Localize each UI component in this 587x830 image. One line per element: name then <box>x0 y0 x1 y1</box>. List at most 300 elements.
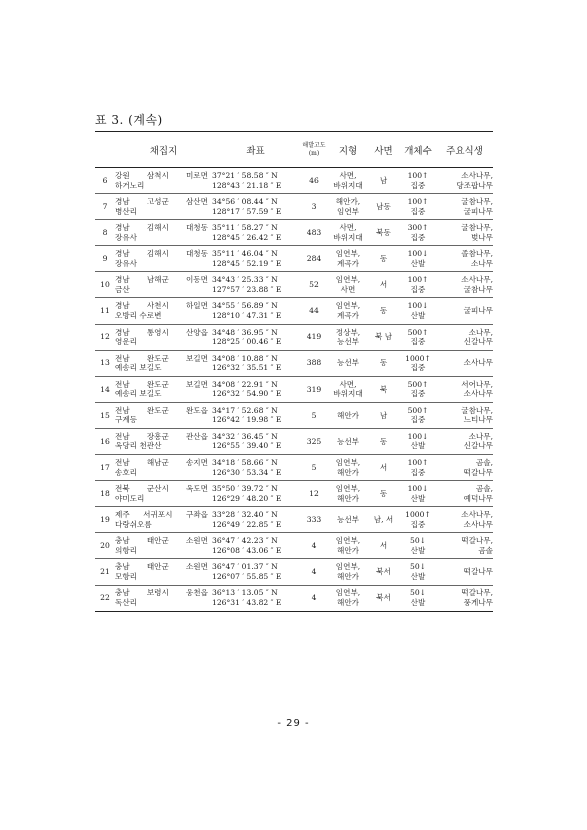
vegetation-line-2: 굴피나무 <box>463 306 493 316</box>
coordinate-cell <box>212 428 299 454</box>
individuals-cell <box>400 350 436 376</box>
table-row <box>95 298 493 324</box>
site-region-line <box>115 301 212 311</box>
coordinate-cell <box>212 402 299 428</box>
table-row <box>95 324 493 350</box>
terrain-line-2: 해안가 <box>336 493 359 503</box>
terrain-line-2: 바위지대 <box>333 389 363 399</box>
site-region-part: 삼척시 <box>146 170 169 180</box>
site-region-part: 전남 <box>115 457 130 467</box>
aspect-cell: 동 <box>367 481 400 507</box>
site-region-part: 대청동 <box>185 223 208 233</box>
terrain-line-2: 해안가 <box>336 545 359 555</box>
aspect-cell: 서 <box>367 272 400 298</box>
latitude: 34°18 ′ 58.66 ″ N <box>212 457 278 467</box>
terrain-line-1: 임연부, <box>335 457 361 467</box>
site-locality: 송호리 <box>115 467 138 477</box>
site-region-part: 경남 <box>115 327 130 337</box>
header-terrain: 지형 <box>329 132 367 168</box>
longitude: 128°45 ′ 52.19 ″ E <box>212 258 282 268</box>
site-region-part: 전남 <box>115 353 130 363</box>
aspect-cell: 북 남 <box>367 324 400 350</box>
site-region-part: 완도읍 <box>185 405 208 415</box>
individuals-cell <box>400 376 436 402</box>
terrain-line-2: 바위지대 <box>333 232 363 242</box>
vegetation-cell <box>436 246 493 272</box>
site-region-line <box>115 406 212 416</box>
altitude-cell: 284 <box>299 246 329 272</box>
site-region-part: 보길면 <box>185 379 208 389</box>
individual-count: 50↓ <box>409 562 427 572</box>
row-number: 15 <box>95 402 115 428</box>
individuals-cell <box>400 246 436 272</box>
longitude: 128°45 ′ 26.42 ″ E <box>212 232 282 242</box>
site-region-part: 경남 <box>115 249 130 259</box>
terrain-line-2: 사면 <box>340 284 356 294</box>
distribution-type: 집중 <box>410 415 426 425</box>
vegetation-line-2: 소사나무 <box>463 358 493 368</box>
site-region-line <box>115 328 212 338</box>
site-region-part: 경남 <box>115 223 130 233</box>
vegetation-cell <box>436 350 493 376</box>
site-cell <box>115 272 212 298</box>
row-number: 20 <box>95 533 115 559</box>
individual-count: 500↑ <box>407 405 429 415</box>
site-region-part: 전남 <box>115 405 130 415</box>
site-locality: 예송리 보길도 <box>115 389 162 399</box>
vegetation-cell <box>436 324 493 350</box>
distribution-type: 산발 <box>410 311 426 321</box>
distribution-type: 산발 <box>410 258 426 268</box>
table-row <box>95 194 493 220</box>
site-region-line <box>115 223 212 233</box>
terrain-cell <box>329 585 367 611</box>
distribution-type: 집중 <box>410 389 426 399</box>
terrain-cell <box>329 298 367 324</box>
latitude: 35°11 ′ 58.27 ″ N <box>212 223 278 233</box>
terrain-line-1: 해안가, <box>335 197 361 207</box>
site-locality: 영운리 <box>115 337 138 347</box>
latitude: 35°11 ′ 46.04 ″ N <box>212 249 278 259</box>
terrain-line-1: 임연부, <box>335 588 361 598</box>
vegetation-cell <box>436 481 493 507</box>
aspect-cell: 북서 <box>367 585 400 611</box>
longitude: 128°43 ′ 21.18 ″ E <box>212 180 282 190</box>
coordinate-cell <box>212 507 299 533</box>
site-region-part: 하일면 <box>185 301 208 311</box>
site-cell <box>115 481 212 507</box>
site-region-part: 전남 <box>115 379 130 389</box>
longitude: 128°25 ′ 00.46 ″ E <box>212 337 282 347</box>
individuals-cell <box>400 533 436 559</box>
latitude: 34°56 ′ 08.44 ″ N <box>212 197 278 207</box>
terrain-line-2: 해안가 <box>336 598 359 608</box>
aspect-cell: 서 <box>367 455 400 481</box>
terrain-line-1: 능선부 <box>336 358 359 368</box>
row-number: 6 <box>95 168 115 194</box>
row-number: 7 <box>95 194 115 220</box>
table-row <box>95 376 493 402</box>
individual-count: 50↓ <box>409 588 427 598</box>
vegetation-cell <box>436 168 493 194</box>
vegetation-line-2: 소나무 <box>470 258 493 268</box>
vegetation-line-2: 느티나무 <box>463 415 493 425</box>
vegetation-line-2: 소사나무 <box>463 519 493 529</box>
row-number: 12 <box>95 324 115 350</box>
altitude-cell: 333 <box>299 507 329 533</box>
header-altitude-label: 해발고도 <box>302 141 326 149</box>
distribution-type: 산발 <box>410 493 426 503</box>
distribution-type: 산발 <box>410 598 426 608</box>
table-caption: 표 3. (계속) <box>95 113 163 127</box>
site-cell <box>115 533 212 559</box>
altitude-cell: 5 <box>299 402 329 428</box>
longitude: 128°17 ′ 57.59 ″ E <box>212 206 282 216</box>
vegetation-line-1: 소사나무, <box>461 170 493 180</box>
site-cell <box>115 376 212 402</box>
latitude: 36°13 ′ 13.05 ″ N <box>212 588 278 598</box>
vegetation-line-2: 신갈나무 <box>463 441 493 451</box>
longitude: 126°08 ′ 43.06 ″ E <box>212 545 282 555</box>
site-region-line <box>115 510 212 520</box>
distribution-type: 집중 <box>410 284 426 294</box>
altitude-cell: 483 <box>299 220 329 246</box>
site-region-line <box>115 458 212 468</box>
row-number: 13 <box>95 350 115 376</box>
site-cell <box>115 507 212 533</box>
site-region-line <box>115 197 212 207</box>
latitude: 34°48 ′ 36.95 ″ N <box>212 327 278 337</box>
aspect-cell: 북 <box>367 376 400 402</box>
aspect-cell: 북동 <box>367 220 400 246</box>
terrain-line-1: 능선부 <box>336 436 359 446</box>
vegetation-line-1: 곰솔, <box>475 484 493 494</box>
site-region-part: 미로면 <box>185 170 208 180</box>
table-row <box>95 533 493 559</box>
altitude-cell: 4 <box>299 559 329 585</box>
individuals-cell <box>400 455 436 481</box>
table-header-row <box>95 132 493 168</box>
site-locality: 독산리 <box>115 598 138 608</box>
individuals-cell <box>400 220 436 246</box>
latitude: 34°08 ′ 10.88 ″ N <box>212 353 278 363</box>
table-row <box>95 350 493 376</box>
site-region-part: 경남 <box>115 197 130 207</box>
coordinate-cell <box>212 585 299 611</box>
site-locality: 금산 <box>115 284 130 294</box>
coordinate-cell <box>212 220 299 246</box>
terrain-cell <box>329 402 367 428</box>
terrain-cell <box>329 428 367 454</box>
site-region-part: 김해시 <box>146 223 169 233</box>
table-row <box>95 585 493 611</box>
aspect-cell: 남, 서 <box>367 507 400 533</box>
individual-count: 50↓ <box>409 536 427 546</box>
site-region-line <box>115 484 212 494</box>
vegetation-line-1: 졸참나무, <box>461 249 493 259</box>
coordinate-cell <box>212 298 299 324</box>
individual-count: 300↑ <box>407 223 429 233</box>
individuals-cell <box>400 559 436 585</box>
site-locality: 다랑쉬오름 <box>115 519 152 529</box>
longitude: 126°30 ′ 53.34 ″ E <box>212 467 282 477</box>
vegetation-line-1: 떡갈나무, <box>461 588 493 598</box>
individuals-cell <box>400 168 436 194</box>
row-number: 8 <box>95 220 115 246</box>
coordinate-cell <box>212 194 299 220</box>
terrain-cell <box>329 507 367 533</box>
header-no <box>95 132 115 168</box>
site-region-part: 경남 <box>115 275 130 285</box>
vegetation-cell <box>436 402 493 428</box>
terrain-line-1: 정상부, <box>335 327 361 337</box>
longitude: 126°31 ′ 43.82 ″ E <box>212 598 282 608</box>
latitude: 36°47 ′ 42.23 ″ N <box>212 536 278 546</box>
longitude: 126°32 ′ 35.51 ″ E <box>212 363 282 373</box>
site-region-part: 충남 <box>115 562 130 572</box>
vegetation-cell <box>436 559 493 585</box>
table-row <box>95 455 493 481</box>
terrain-line-1: 임연부, <box>335 562 361 572</box>
vegetation-line-2: 떡갈나무 <box>463 467 493 477</box>
distribution-type: 산발 <box>410 545 426 555</box>
site-region-part: 완도군 <box>146 353 169 363</box>
row-number: 18 <box>95 481 115 507</box>
terrain-line-1: 임연부, <box>335 275 361 285</box>
header-altitude <box>299 132 329 168</box>
coordinate-cell <box>212 324 299 350</box>
altitude-cell: 325 <box>299 428 329 454</box>
site-region-line <box>115 562 212 572</box>
row-number: 21 <box>95 559 115 585</box>
terrain-line-2: 계곡가 <box>336 311 359 321</box>
site-region-part: 고성군 <box>146 197 169 207</box>
site-region-part: 충남 <box>115 536 130 546</box>
site-region-line <box>115 536 212 546</box>
site-region-part: 통영시 <box>146 327 169 337</box>
longitude: 126°32 ′ 54.90 ″ E <box>212 389 282 399</box>
altitude-cell: 5 <box>299 455 329 481</box>
terrain-line-2: 바위지대 <box>333 180 363 190</box>
terrain-line-2: 해안가 <box>336 467 359 477</box>
coordinate-cell <box>212 455 299 481</box>
latitude: 34°17 ′ 52.68 ″ N <box>212 405 278 415</box>
longitude: 126°29 ′ 48.20 ″ E <box>212 493 282 503</box>
site-cell <box>115 246 212 272</box>
latitude: 33°28 ′ 32.40 ″ N <box>212 510 278 520</box>
site-region-part: 완도군 <box>146 405 169 415</box>
latitude: 37°21 ′ 58.58 ″ N <box>212 170 278 180</box>
row-number: 22 <box>95 585 115 611</box>
site-cell <box>115 168 212 194</box>
table-row <box>95 220 493 246</box>
site-locality: 오방리 수로변 <box>115 311 162 321</box>
header-site: 채집지 <box>115 132 212 168</box>
individuals-cell <box>400 507 436 533</box>
distribution-type: 집중 <box>410 337 426 347</box>
individual-count: 100↓ <box>407 431 429 441</box>
coordinate-cell <box>212 350 299 376</box>
aspect-cell: 북서 <box>367 559 400 585</box>
longitude: 126°49 ′ 22.85 ″ E <box>212 519 282 529</box>
latitude: 34°08 ′ 22.91 ″ N <box>212 379 278 389</box>
individuals-cell <box>400 402 436 428</box>
site-region-part: 경남 <box>115 301 130 311</box>
terrain-cell <box>329 246 367 272</box>
site-region-part: 관산읍 <box>185 431 208 441</box>
site-cell <box>115 324 212 350</box>
individual-count: 100↑ <box>407 457 429 467</box>
latitude: 36°47 ′ 01.37 ″ N <box>212 562 278 572</box>
terrain-cell <box>329 324 367 350</box>
site-region-line <box>115 275 212 285</box>
individual-count: 100↓ <box>407 249 429 259</box>
row-number: 14 <box>95 376 115 402</box>
site-region-part: 충남 <box>115 588 130 598</box>
altitude-cell: 388 <box>299 350 329 376</box>
site-cell <box>115 220 212 246</box>
longitude: 128°10 ′ 47.31 ″ E <box>212 311 282 321</box>
vegetation-line-1: 굴참나무, <box>461 405 493 415</box>
latitude: 34°55 ′ 56.89 ″ N <box>212 301 278 311</box>
individual-count: 500↑ <box>407 379 429 389</box>
longitude: 126°55 ′ 39.40 ″ E <box>212 441 282 451</box>
site-region-line <box>115 171 212 181</box>
vegetation-cell <box>436 376 493 402</box>
individuals-cell <box>400 324 436 350</box>
distribution-type: 산발 <box>410 571 426 581</box>
row-number: 17 <box>95 455 115 481</box>
altitude-cell: 4 <box>299 585 329 611</box>
table-row <box>95 168 493 194</box>
individuals-cell <box>400 481 436 507</box>
altitude-cell: 419 <box>299 324 329 350</box>
vegetation-cell <box>436 272 493 298</box>
row-number: 19 <box>95 507 115 533</box>
table-row <box>95 481 493 507</box>
vegetation-line-1: 소사나무, <box>461 510 493 520</box>
vegetation-line-2: 풍게나무 <box>463 598 493 608</box>
site-region-part: 이동면 <box>185 275 208 285</box>
site-region-part: 대청동 <box>185 249 208 259</box>
vegetation-line-2: 굴피나무 <box>463 206 493 216</box>
individuals-cell <box>400 428 436 454</box>
distribution-type: 집중 <box>410 467 426 477</box>
vegetation-line-2: 신갈나무 <box>463 337 493 347</box>
latitude: 34°32 ′ 36.45 ″ N <box>212 431 278 441</box>
table-row <box>95 246 493 272</box>
terrain-line-1: 임연부, <box>335 249 361 259</box>
distribution-type: 집중 <box>410 180 426 190</box>
vegetation-line-2: 굴참나무 <box>463 284 493 294</box>
header-vegetation: 주요식생 <box>436 132 493 168</box>
site-locality: 장유사 <box>115 232 138 242</box>
site-region-part: 장흥군 <box>146 431 169 441</box>
vegetation-line-1: 소나무, <box>468 327 493 337</box>
row-number: 16 <box>95 428 115 454</box>
row-number: 10 <box>95 272 115 298</box>
altitude-cell: 3 <box>299 194 329 220</box>
terrain-line-1: 해안가 <box>336 410 359 420</box>
terrain-line-1: 임연부, <box>335 301 361 311</box>
coordinate-cell <box>212 246 299 272</box>
site-region-part: 태안군 <box>146 562 169 572</box>
individuals-cell <box>400 585 436 611</box>
terrain-line-1: 사면, <box>339 170 357 180</box>
terrain-cell <box>329 481 367 507</box>
page-number: - 29 - <box>277 718 310 729</box>
row-number: 9 <box>95 246 115 272</box>
vegetation-cell <box>436 455 493 481</box>
site-region-part: 사천시 <box>146 301 169 311</box>
site-region-part: 소원면 <box>185 562 208 572</box>
terrain-cell <box>329 168 367 194</box>
site-region-part: 강원 <box>115 170 130 180</box>
site-cell <box>115 350 212 376</box>
vegetation-line-2: 당조팝나무 <box>456 180 493 190</box>
site-region-part: 태안군 <box>146 536 169 546</box>
vegetation-line-1: 굴참나무, <box>461 223 493 233</box>
site-region-part: 전남 <box>115 431 130 441</box>
individuals-cell <box>400 298 436 324</box>
site-region-part: 김해시 <box>146 249 169 259</box>
site-region-part: 군산시 <box>146 484 169 494</box>
site-region-part: 전북 <box>115 484 130 494</box>
site-cell <box>115 298 212 324</box>
site-cell <box>115 402 212 428</box>
individuals-cell <box>400 272 436 298</box>
coordinate-cell <box>212 559 299 585</box>
vegetation-line-1: 곰솔, <box>475 457 493 467</box>
site-region-part: 소원면 <box>185 536 208 546</box>
collection-sites-table <box>95 131 493 612</box>
coordinate-cell <box>212 533 299 559</box>
table-row <box>95 507 493 533</box>
latitude: 35°50 ′ 39.72 ″ N <box>212 484 278 494</box>
site-region-part: 송지면 <box>185 457 208 467</box>
site-region-part: 남해군 <box>146 275 169 285</box>
aspect-cell: 서 <box>367 533 400 559</box>
terrain-cell <box>329 272 367 298</box>
vegetation-line-1: 굴참나무, <box>461 197 493 207</box>
vegetation-line-1: 소나무, <box>468 431 493 441</box>
vegetation-line-2: 소사나무 <box>463 389 493 399</box>
vegetation-cell <box>436 194 493 220</box>
aspect-cell: 동 <box>367 246 400 272</box>
site-region-part: 구좌읍 <box>185 510 208 520</box>
coordinate-cell <box>212 168 299 194</box>
altitude-cell: 4 <box>299 533 329 559</box>
site-locality: 하거노리 <box>115 180 145 190</box>
terrain-cell <box>329 559 367 585</box>
vegetation-cell <box>436 220 493 246</box>
vegetation-line-1: 소사나무, <box>461 275 493 285</box>
altitude-cell: 319 <box>299 376 329 402</box>
vegetation-line-2: 곰솔 <box>478 545 493 555</box>
site-region-part: 산양읍 <box>185 327 208 337</box>
site-region-part: 해남군 <box>146 457 169 467</box>
vegetation-line-2: 예덕나무 <box>463 493 493 503</box>
aspect-cell: 남 <box>367 402 400 428</box>
site-region-part: 보길면 <box>185 353 208 363</box>
site-cell <box>115 455 212 481</box>
site-region-line <box>115 588 212 598</box>
aspect-cell: 동 <box>367 298 400 324</box>
site-region-part: 웅천읍 <box>185 588 208 598</box>
terrain-cell <box>329 194 367 220</box>
terrain-cell <box>329 455 367 481</box>
vegetation-line-2: 벚나무 <box>470 232 493 242</box>
